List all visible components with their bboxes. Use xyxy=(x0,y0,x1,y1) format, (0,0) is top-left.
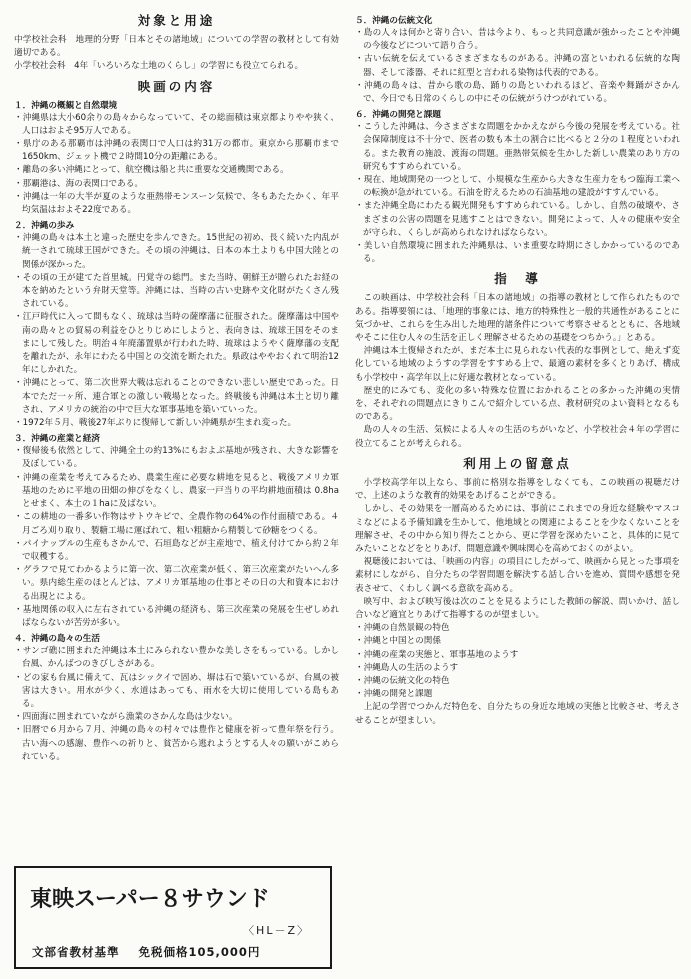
list-item: ・ 四面海に囲まれていながら漁業のさかんな島は少ない。 xyxy=(14,711,339,724)
list-item: ・ どの家も台風に備えて、瓦はシックイで固め、塀は石で築いているが、台風の被害は大きい。用水が少く、水道はあっても、雨水を大切に使用している島もある。 xyxy=(14,672,339,712)
section-3-list xyxy=(14,445,339,630)
list-item: ・ 沖縄の産業を考えてみるため、農業生産に必要な耕地を見ると、戦後アメリカ軍基地のために平地の田畑の伸びをなくし、農家一戸当りの平均耕地面積は 0.8haとせまく、本土の１haに及ばない。 xyxy=(14,472,339,512)
list-item: ・ 旧暦で６月から７月、沖縄の島々の村々では豊作と健康を祈って豊年祭を行う。古い海への感謝、豊作への祈りと、貧苦から逃れようとする人々の願いがこめられている。 xyxy=(14,724,339,764)
list-item: ・ こうした沖縄は、今さまざまな問題をかかえながら今後の発展を考えている。社会保障制度は不十分で、医者の数も本土の割合に比べると２分の１程度といわれる。また教育の施設、渡海の問題。亜熱帯気候を生かした新しい農業のあり方の研究もすすめられている。 xyxy=(355,121,680,174)
section-3-heading: ３．沖縄の産業と経済 xyxy=(14,434,100,445)
list-item: ・ 沖縄の産業の実態と、軍事基地のようす xyxy=(355,649,680,662)
guidance-title: 指 導 xyxy=(494,271,541,287)
list-item: ・ 古い伝統を伝えているさまざまなものがある。沖縄の富といわれる伝統的な陶器、そして漆器、それに紅型と言われる染物は代表的である。 xyxy=(355,53,680,79)
guidance-paragraph-3: 歴史的にみても、変化の多い特殊な位置におかれることの多かった沖縄の実情を、それぞれの問題点にきりこんで紹介している点、教材研究のよい資料となるものである。 xyxy=(355,385,680,423)
section-6-list xyxy=(355,121,680,266)
list-item: ・ 沖縄と中国との関係 xyxy=(355,635,680,648)
list-item: ・ 沖縄の開発と課題 xyxy=(355,688,680,701)
section-1-list xyxy=(14,112,339,218)
list-item: ・ 沖縄の島々は本土と違った歴史を歩んできた。15世紀の初め、長く続いた内乱が統一されて琉球王国ができた。その頃の沖縄は、日本の本土よりも中国大陸との関係が深かった。 xyxy=(14,232,339,272)
standard-label: 文部省教材基準 xyxy=(32,945,120,959)
list-item: ・ 沖縄の自然景観の特色 xyxy=(355,622,680,635)
list-item: ・ その頃の王が建てた首里城。円覚寺の総門。また当時、朝鮮王が贈られたお経の本を納めたという弁財天堂等。沖縄には、当時の古い史跡や文化財がたくさん残されている。 xyxy=(14,272,339,312)
list-item: ・ 基地関係の収入に左右されている沖縄の経済も、第三次産業の発展を生ぜしめればならないが苦労が多い。 xyxy=(14,604,339,630)
list-item: ・ 那覇港は、海の表関口である。 xyxy=(14,178,339,191)
section-2-list xyxy=(14,232,339,430)
section-5-list xyxy=(355,27,680,106)
notes-paragraph-3: 視聴後においては、「映画の内容」の項目にしたがって、映画から見とった事項を素材にしながら、自分たちの学習問題を解決する話し合いを進め、質問や感想を発表させて、くわしく調べる意欲を高める。 xyxy=(355,557,680,594)
list-item: ・ グラフで見てわかるように第一次、第二次産業が低く、第三次産業がたいへん多い。県内総生産のほとんどは、アメリカ軍基地の仕事とその日の大和資本における出現とによる。 xyxy=(14,564,339,604)
list-item: ・ この耕地の一番多い作物はサトウキビで、全農作物の64%の作付面積である。４月ごろ刈り取り、製糖工場に運ばれて、粗い粗糖から精製して砂糖をつくる。 xyxy=(14,511,339,537)
notes-paragraph-4: 映写中、および映写後は次のことを見るようにした教師の解説、問いかけ、話し合いなど適宜とりあげて指導するのが望ましい。 xyxy=(355,596,680,620)
notes-paragraph-1: 小学校高学年以上なら、事前に格別な指導をしなくても、この映画の視聴だけで、上述のような教育的効果をあげることができる。 xyxy=(355,477,680,502)
guidance-paragraph-1: この映画は、中学校社会科「日本の諸地域」の指導の教材として作られたものである。指導要領には、「地理的事象には、地方的特殊性と一般的共通性があることに気づかせ、これらを生み出した地理的諸条件について考察させるとともに、各地域やそこに住む人々の生活を正しく理解させるための基礎をつちかう。」とある。 xyxy=(355,293,680,344)
section-2-heading: ２．沖縄の歩み xyxy=(14,221,75,232)
list-item: ・ 復帰後も依然として、沖縄全土の約13%にもおよぶ基地が残され、大きな影響を及ぼしている。 xyxy=(14,445,339,471)
purpose-paragraph-1: 中学校社会科 地理的分野「日本とその諸地域」についての学習の教材として有効適切である。 xyxy=(14,35,339,59)
list-item: ・ また沖縄全島にわたる観光開発もすすめられている。しかし、自然の破壊や、さまざまの公害の問題を見逃すことはできない。開発によって、人々の健康や安全が守られ、くらしが高められなければならない。 xyxy=(355,200,680,240)
list-item: ・ 沖縄県は大小60余りの島々からなっていて、その総面積は東京都よりやや狭く、人口はおよそ95万人である。 xyxy=(14,112,339,138)
list-item: ・ 沖縄は一年の大半が夏のような亜熱帯モンスーン気候で、冬もあたたかく、年平均気温はおよそ22度である。 xyxy=(14,191,339,217)
brand-logo: 東映スーパー８サウンド xyxy=(30,887,270,912)
list-item: ・ パイナップルの生産もさかんで、石垣島などが主産地で、植え付けてから約２年で収穫する。 xyxy=(14,538,339,564)
list-item: ・ 1972年５月、戦後27年ぶりに復帰して新しい沖縄県が生まれ変った。 xyxy=(14,417,339,430)
section-5-heading: ５．沖縄の伝統文化 xyxy=(355,16,433,26)
notes-list xyxy=(355,622,680,701)
purpose-title: 対象と用途 xyxy=(137,13,216,28)
list-item: ・ 沖縄の伝統文化の特色 xyxy=(355,675,680,688)
section-6-heading: ６．沖縄の開発と課題 xyxy=(355,110,441,121)
list-item: ・ 島の人々は何かと寄り合い、昔は今より、もっと共同意識が強かったことや沖縄の今後などについて語り合う。 xyxy=(355,27,680,53)
purpose-paragraph-2: 小学校社会科 4年「いろいろな土地のくらし」の学習にも役立てられる。 xyxy=(14,61,304,72)
content-title: 映画の内容 xyxy=(137,78,216,94)
list-item: ・ 現在、地域開発の一つとして、小規模な生産から大きな生産力をもつ臨海工業への転換が急がれている。石油を貯えるための石油基地の建設がすすんでいる。 xyxy=(355,174,680,200)
product-logo-box xyxy=(14,866,332,969)
price-row xyxy=(32,944,274,960)
section-1-heading: １．沖縄の概観と自然環境 xyxy=(14,100,118,111)
list-item: ・ 沖縄にとって、第二次世界大戦は忘れることのできない悲しい歴史であった。日本でただ一ヶ所、連合軍との激しい戦場となった。終戦後も沖縄は本土と切り離され、アメリカの統治の中で巨大な軍事基地を築いていった。 xyxy=(14,377,339,417)
list-item: ・ 沖縄の島々は、昔から歌の島、踊りの島といわれるほど、音楽や舞踊がさかんで、今日でも日常のくらしの中にその伝統がうけつがれている。 xyxy=(355,80,680,106)
list-item: ・ サンゴ礁に囲まれた沖縄は本土にみられない豊かな美しさをもっている。しかし台風、かんばつのきびしさがある。 xyxy=(14,645,339,671)
price-label: 免税価格105,000円 xyxy=(138,945,261,959)
section-4-heading: ４．沖縄の島々の生活 xyxy=(14,634,100,645)
list-item: ・ 沖縄島人の生活のようす xyxy=(355,662,680,675)
list-item: ・ 江戸時代に入って間もなく、琉球は当時の薩摩藩に征服された。薩摩藩は中国や南の島々との貿易の利益をひとりじめにしようと、表向きは、琉球王国をそのままにして残した。明治４年廃藩置県が行われた時、琉球はようやく薩摩藩の支配を離れたが、永年にわたる中国との交流を断たれた。県政はややおくれて明治12年にしかれた。 xyxy=(14,311,339,377)
list-item: ・ 県庁のある那覇市は沖縄の表関口で人口は約31万の都市。東京から那覇市まで1650km、ジェット機で２時間10分の距離にある。 xyxy=(14,138,339,164)
notes-paragraph-2: しかし、その効果を一層高めるためには、事前にこれまでの身近な経験やマスコミなどによる予備知識を生かして、他地域との関連によることを少なくないことを理解させ、その中から知り得たことから、更に学習を深めたいこと、具体的に見てみたいことなどをとりあげ、問題意識や興味関心を高めておくのがよい。 xyxy=(355,504,680,554)
right-column xyxy=(355,12,680,728)
notes-paragraph-5: 上記の学習でつかんだ特色を、自分たちの身近な地域の実態と比較させ、考えさせることが望ましい。 xyxy=(355,702,680,726)
guidance-paragraph-2: 沖縄は本土復帰されたが、まだ本土に見られない代表的な事例として、絶えず変化している地域のようすの学習をすすめる上で、最適の素材を多くとりあげ、構成も小学校中・高学年以上に好適な教材となっている。 xyxy=(355,346,680,383)
list-item: ・ 離島の多い沖縄にとって、航空機は船と共に重要な交通機関である。 xyxy=(14,164,339,177)
model-code: 〈HL－Z〉 xyxy=(243,924,310,937)
section-4-list xyxy=(14,645,339,764)
list-item: ・ 美しい自然環境に囲まれた沖縄県は、いま重要な時期にさしかかっているのである。 xyxy=(355,240,680,266)
notes-title: 利用上の留意点 xyxy=(463,455,572,471)
guidance-paragraph-4: 島の人々の生活、気候による人々の生活のちがいなど、小学校社会４年の学習に役立てることが考えられる。 xyxy=(355,425,680,449)
left-column xyxy=(14,12,339,764)
